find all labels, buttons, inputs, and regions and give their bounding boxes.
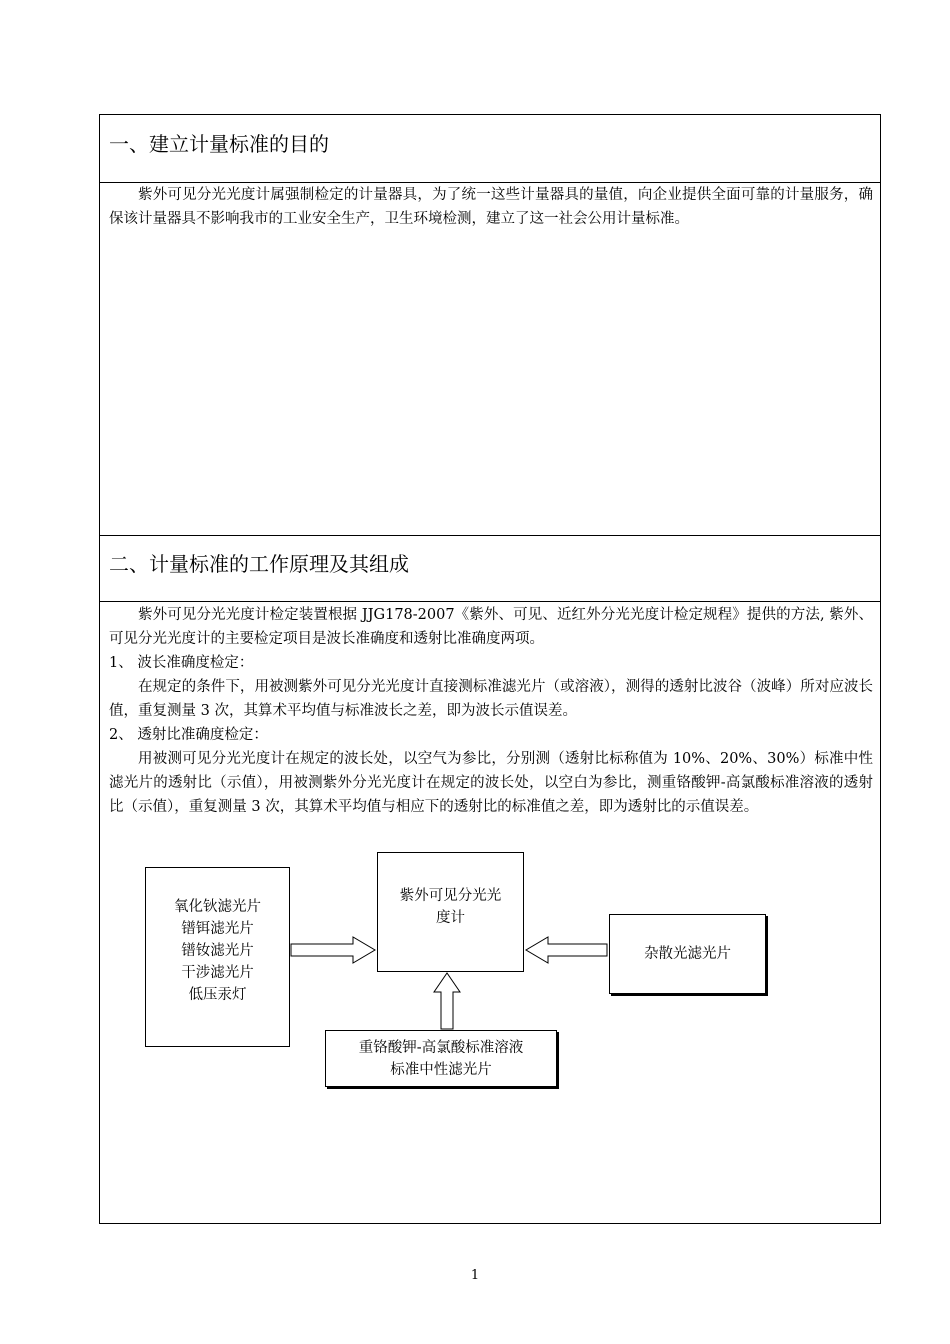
item2-title: 2、 透射比准确度检定： (109, 727, 268, 743)
diagram-center-line: 紫外可见分光光 (399, 888, 502, 904)
arrow-up-icon (434, 973, 460, 1029)
item1-title: 1、 波长准确度检定： (109, 655, 254, 671)
diagram-left-line: 镨铒滤光片 (181, 921, 254, 937)
section2-heading: 二、计量标准的工作原理及其组成 (109, 552, 409, 576)
diagram-left-line: 镨钕滤光片 (181, 943, 254, 959)
arrow-left-icon (526, 937, 607, 963)
page-number: 1 (470, 1268, 480, 1283)
section1-heading: 一、建立计量标准的目的 (109, 132, 329, 156)
diagram-left-line: 低压汞灯 (188, 987, 247, 1003)
diagram-bottom-line: 重铬酸钾-高氯酸标准溶液 (358, 1040, 524, 1056)
section2-intro: 紫外可见分光光度计检定装置根据 JJG178-2007《紫外、可见、近红外分光光度计检定规程》提供的方法, 紫外、可见分光光度计的主要检定项目是波长准确度和透射比准确度两项。 (109, 607, 873, 647)
item2-body: 用被测可见分光光度计在规定的波长处，以空气为参比，分别测（透射比标称值为 10%、20%、30%）标准中性滤光片的透射比（示值），用被测紫外分光光度计在规定的波长处，以空白为参比，测重铬酸钾-高氯酸标准溶液的透射比（示值），重复测量 3 次，其算术平均值与相应下的透射比的标准值之差，即为透射比的示值误差。 (109, 751, 873, 815)
diagram-left-line: 干涉滤光片 (181, 965, 254, 981)
item1-body: 在规定的条件下，用被测紫外可见分光光度计直接测标准滤光片（或溶液），测得的透射比波谷（波峰）所对应波长值，重复测量 3 次，其算术平均值与标准波长之差，即为波长示值误差。 (109, 679, 873, 719)
diagram-right-line: 杂散光滤光片 (644, 946, 731, 962)
diagram-center-line: 度计 (436, 910, 465, 926)
diagram-left-line: 氧化钬滤光片 (174, 899, 261, 915)
section1-paragraph: 紫外可见分光光度计属强制检定的计量器具，为了统一这些计量器具的量值，向企业提供全面可靠的计量服务，确保该计量器具不影响我市的工业安全生产，卫生环境检测，建立了这一社会公用计量标准。 (109, 187, 873, 227)
diagram-bottom-line: 标准中性滤光片 (390, 1062, 492, 1078)
arrow-right-icon (291, 937, 375, 963)
